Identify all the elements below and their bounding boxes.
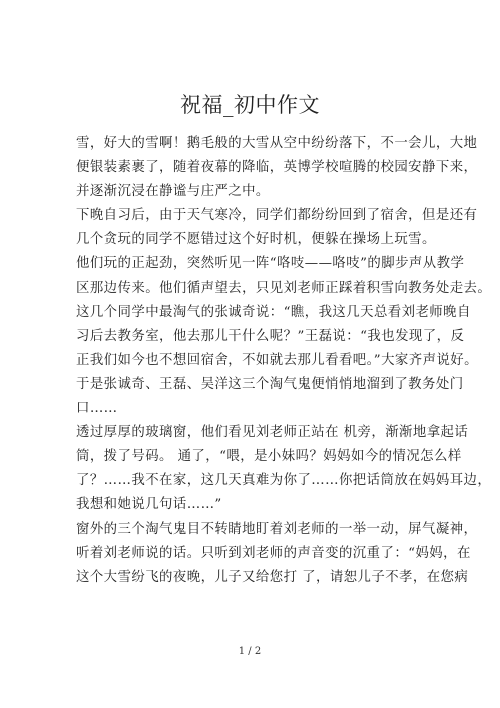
text-line: 我想和她说几句话……” <box>76 497 222 513</box>
document-body <box>76 132 492 590</box>
text-line: 透过厚厚的玻璃窗，他们看见刘老师正站在 机旁，渐渐地拿起话 <box>76 425 469 441</box>
text-line: 区那边传来。他们循声望去，只见刘老师正踩着积雪向教务处走去。 <box>76 280 492 296</box>
page-number: 1 / 2 <box>238 646 262 657</box>
text-line: 习后去教务室，他去那儿干什么呢？”王磊说：“我也发现了，反 <box>76 328 465 344</box>
text-line: 窗外的三个淘气鬼目不转睛地盯着刘老师的一举一动，屏气凝神， <box>76 521 478 537</box>
text-line: 这个大雪纷飞的夜晚，儿子又给您打 了，请恕儿子不孝，在您病 <box>76 569 469 585</box>
text-line: 雪，好大的雪啊！鹅毛般的大雪从空中纷纷落下，不一会儿，大地 <box>76 136 478 151</box>
text-line: 并逐渐沉浸在静谧与庄严之中。 <box>76 184 270 200</box>
text-line: 正我们如今也不想回宿舍，不如就去那儿看看吧。”大家齐声说好。 <box>76 352 478 368</box>
text-line: 筒，拨了号码。 通了，“喂，是小妹吗？妈妈如今的情况怎么样 <box>76 449 462 465</box>
text-line: 下晚自习后，由于天气寒冷，同学们都纷纷回到了宿舍，但是还有 <box>76 208 478 224</box>
text-line: 于是张诚奇、王磊、吴洋这三个淘气鬼便悄悄地溜到了教务处门 <box>76 376 464 392</box>
text-line: 这几个同学中最淘气的张诚奇说：“瞧，我这几天总看刘老师晚自 <box>76 304 471 320</box>
text-line: 了？……我不在家，这几天真难为你了……你把话筒放在妈妈耳边， <box>76 473 492 489</box>
text-line: 便银装素裹了，随着夜幕的降临，英博学校喧腾的校园安静下来， <box>76 160 478 176</box>
text-line: 口…… <box>76 401 118 417</box>
text-line: 他们玩的正起劲，突然听见一阵“咯吱——咯吱”的脚步声从教学 <box>76 256 465 272</box>
text-line: 听着刘老师说的话。只听到刘老师的声音变的沉重了：“妈妈，在 <box>76 545 471 561</box>
document-title: 祝福_初中作文 <box>180 93 320 117</box>
text-line: 几个贪玩的同学不愿错过这个好时机，便躲在操场上玩雪。 <box>76 232 436 248</box>
